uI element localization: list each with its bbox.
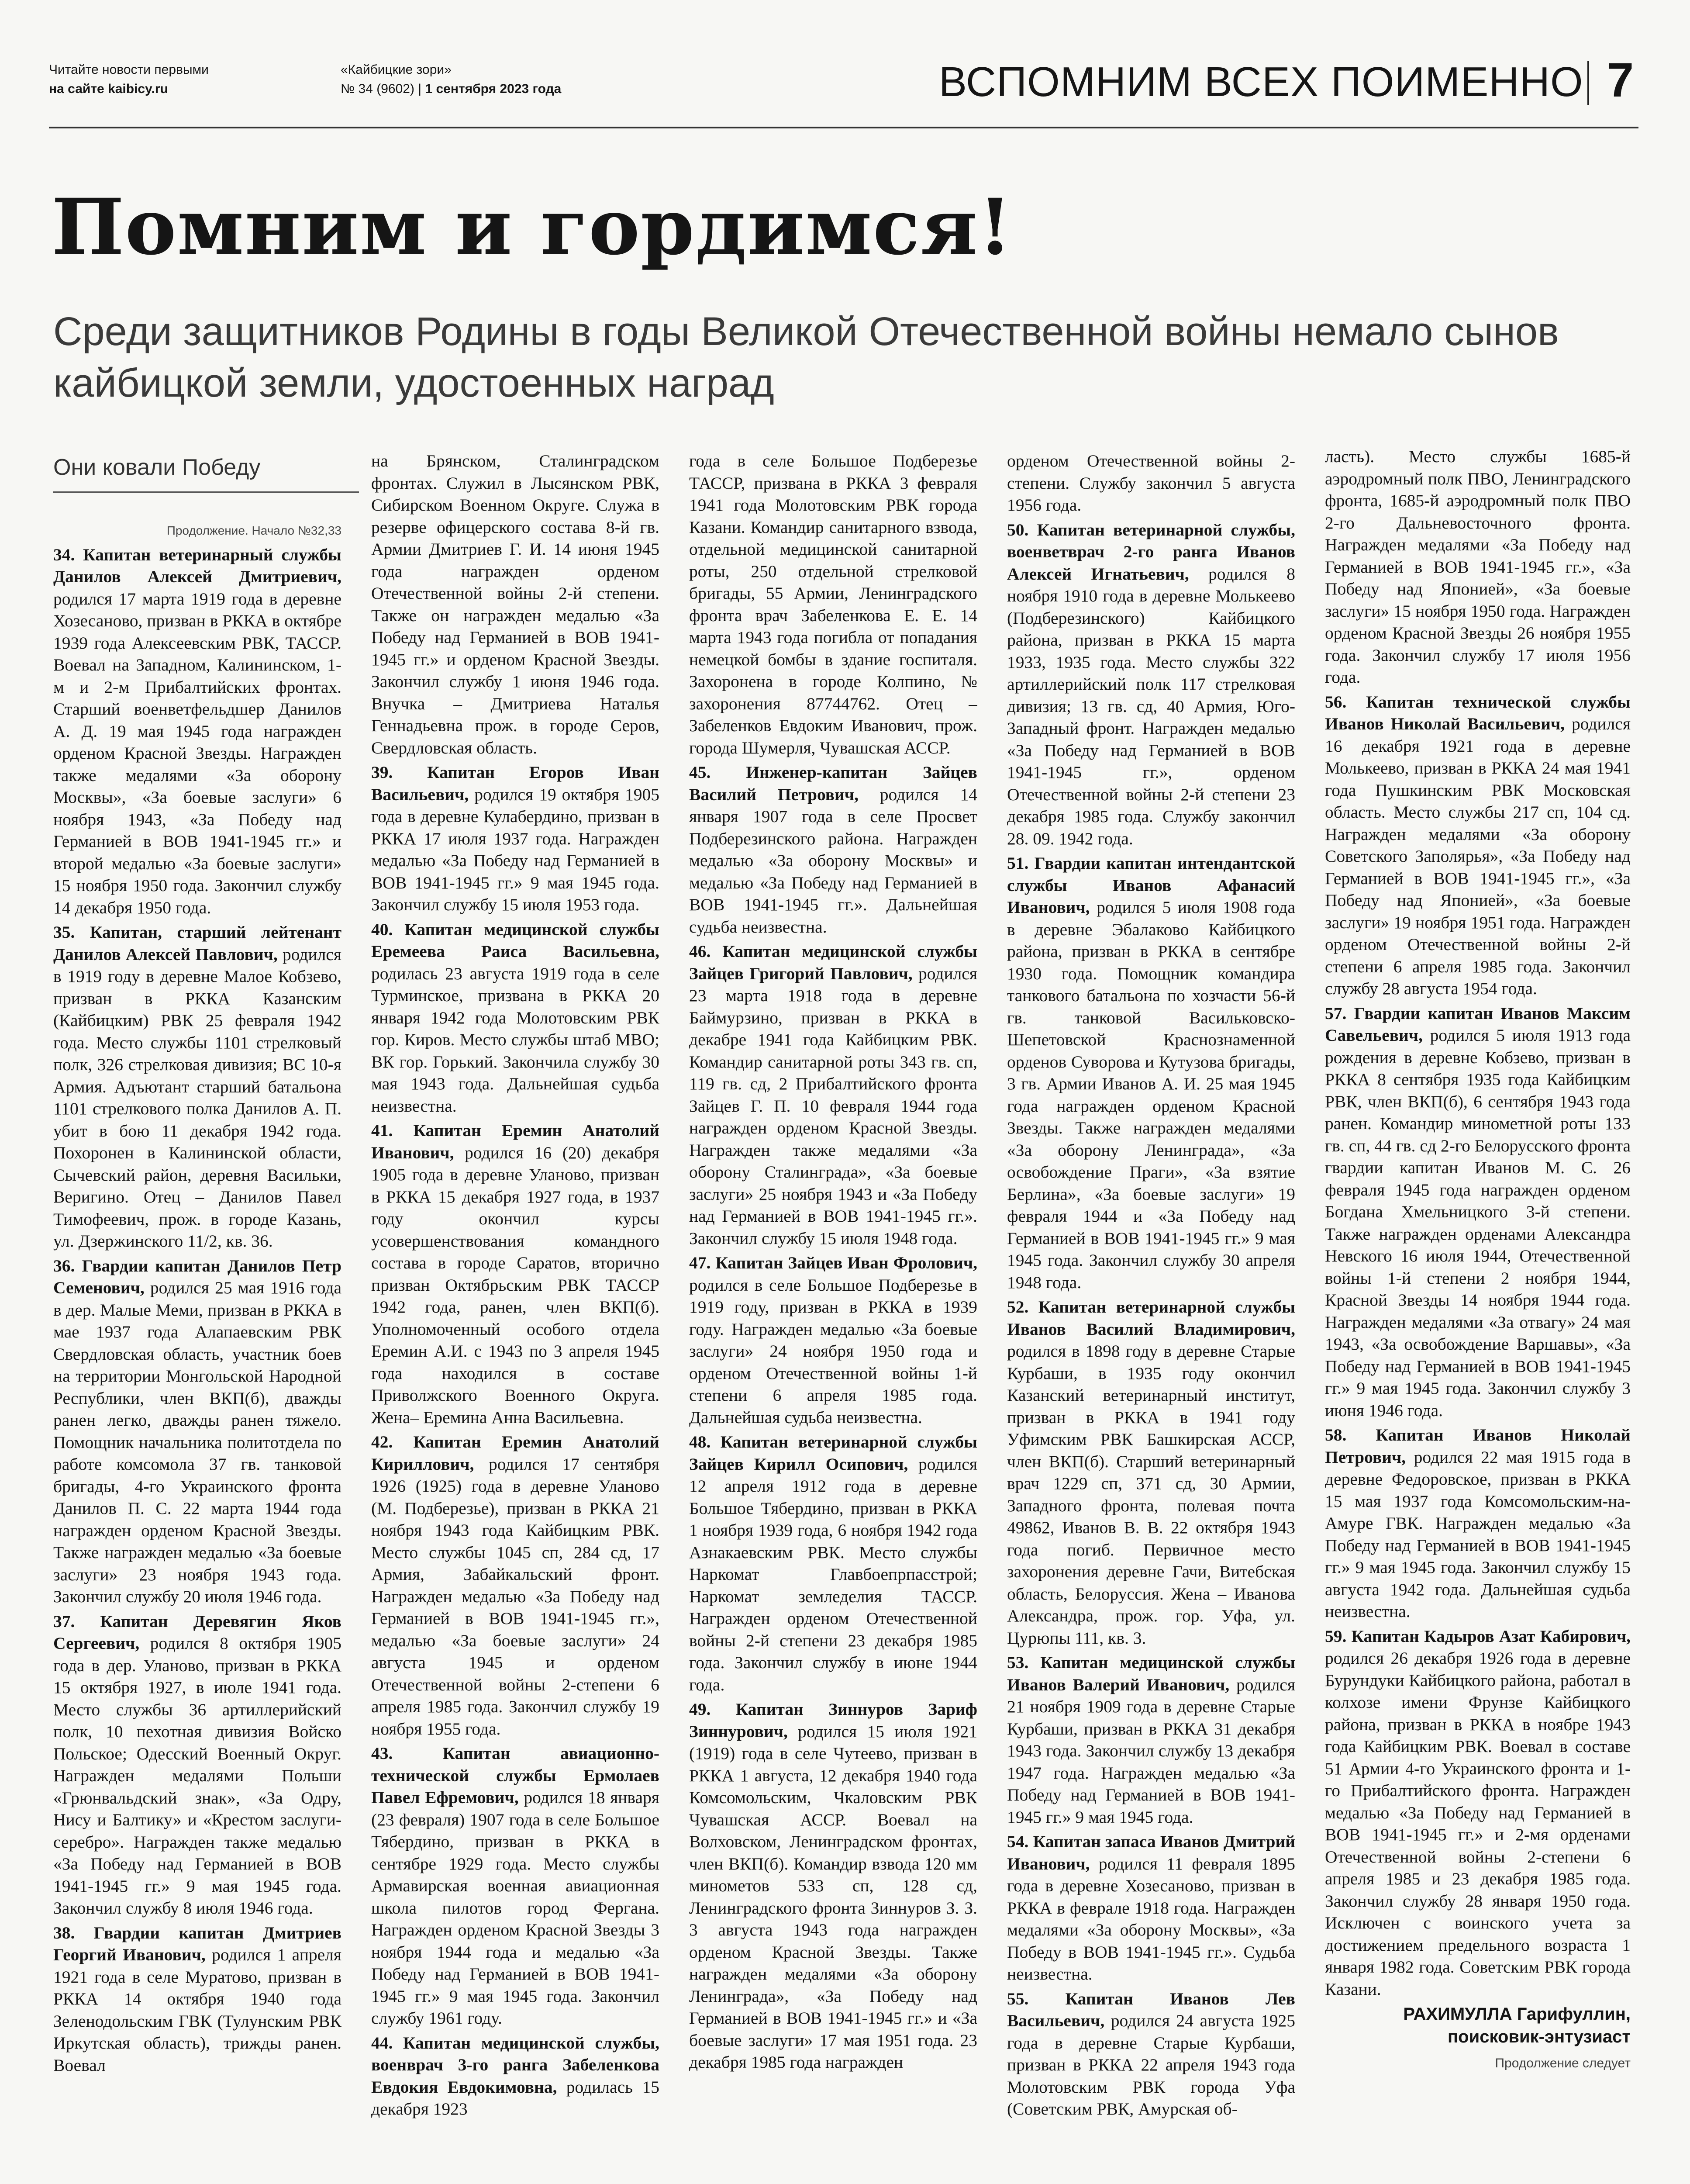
entry-name: 57. Гвардии капитан Иванов Максим Савельевич, [1325,1003,1631,1045]
award-entry [1007,519,1295,850]
promo-site-link[interactable]: на сайте kaibicy.ru [49,82,168,96]
award-entry [689,761,977,938]
article-column-3 [689,450,977,2184]
section-title: ВСПОМНИМ ВСЕХ ПОИМЕННО [939,59,1583,105]
entry-name: 56. Капитан технической службы Иванов Николай Васильевич, [1325,692,1631,733]
entry-text: родился 16 (20) декабря 1905 года в деревне Уланово, призван в РККА 15 декабря 1927 года, в 1937 году окончил курсы усовершенствования командного состава в городе Саратов, вторично призван Октябрьским РВК ТАССР 1942 года, ранен, член ВКП(б). Уполномоченный особого отдела Еремин А.И. с 1943 по 3 апреля 1945 года находился в составе Приволжского Военного Округа. Жена– Еремина Анна Васильевна. [371,1143,659,1427]
award-entry [689,940,977,1249]
issue-date: 1 сентября 2023 года [425,82,562,96]
award-entry [53,1610,341,1919]
entry-name: 34. Капитан ветеринарный службы Данилов Алексей Дмитриевич, [53,545,341,586]
entry-text: родился 16 декабря 1921 года в деревне Молькеево, призван в РККА 24 мая 1941 года Пушкинским РВК Московская область. Место службы 217 сп, 104 сд. Награжден медалями «За оборону Советского Заполярья», «За Победу над Германией в ВОВ 1941-1945 гг.», «За Победу над Японией», «За боевые заслуги» 19 ноября 1951 года. Награжден орденом Отечественной войны 2-й степени 6 апреля 1985 года. Закончил службу 28 августа 1954 года. [1325,714,1631,998]
award-entry [689,450,977,759]
entry-name: 58. Капитан Иванов Николай Петрович, [1325,1425,1631,1467]
entry-name: 54. Капитан запаса Иванов Дмитрий Иванович, [1007,1832,1295,1873]
award-entry [371,761,659,916]
entry-name: 39. Капитан Егоров Иван Васильевич, [371,763,659,804]
entry-name: 44. Капитан медицинской службы, военврач 3-го ранга Забеленкова Евдокия Евдокимовна, [371,2033,659,2097]
continued-note: Продолжение следует [1495,2056,1631,2070]
entry-name: 48. Капитан ветеринарной службы Зайцев Кирилл Осипович, [689,1432,977,1474]
award-entry [689,1698,977,2073]
entry-name: 36. Гвардии капитан Данилов Петр Семенович, [53,1256,341,1297]
entry-text: родился 18 января (23 февраля) 1907 года в селе Большое Тябердино, призван в РККА в сентябре 1929 года. Место службы Армавирская военная авиационная школа пилотов город Фергана. Награжден орденом Красной Звезды 3 ноября 1944 года и медалью «За Победу над Германией в ВОВ 1941-1945 гг.» 9 мая 1945 года. Закончил службу 1961 году. [371,1788,659,2028]
award-entry [689,1431,977,1696]
entry-name: 45. Инженер-капитан Зайцев Василий Петрович, [689,763,977,804]
entry-text: родилась 15 декабря 1923 [371,2077,659,2118]
award-entry [1007,450,1295,516]
entry-text: родился 1 апреля 1921 года в селе Муратово, призван в РККА 14 октября 1940 года Зеленодольским ГВК (Тулунским РВК Иркутская область), трижды ранен. Воевал [53,1945,341,2075]
entry-text: родился 5 июля 1908 года в деревне Эбалаково Кайбицкого района, призван в РККА в сентябре 1930 года. Помощник командира танкового батальона по хозчасти 56-й гв. танковой Васильковско-Шепетовской Краснознаменной орденов Суворова и Кутузова бригады, 3 гв. Армии Иванов А. И. 25 мая 1945 года награжден орденом Красной Звезды. Также награжден медалями «За оборону Ленинграда», «За освобождение Праги», «За взятие Берлина», «За боевые заслуги» 19 февраля 1944 и «За Победу над Германией в ВОВ 1941-1945 гг.» 9 мая 1945 года. Закончил службу 30 апреля 1948 года. [1007,898,1295,1292]
article-column-4 [1007,450,1295,2184]
article-kicker: Они ковали Победу [53,455,261,480]
entry-text: родился 8 ноября 1910 года в деревне Молькеево (Подберезинского) Кайбицкого района, призван в РККА 15 марта 1933, 1935 года. Место службы 322 артиллерийский полк 117 стрелковая дивизия; 13 гв. сд, 40 Армия, Юго-Западный фронт. Награжден медалью «За Победу над Германией в ВОВ 1941-1945 гг.», орденом Отечественной войны 2-й степени 23 декабря 1985 года. Службу закончил 28. 09. 1942 года. [1007,564,1295,848]
award-entry [371,1431,659,1740]
entry-name: 52. Капитан ветеринарной службы Иванов Василий Владимирович, [1007,1297,1295,1339]
column-entries [371,450,659,2120]
entry-text: родился 22 мая 1915 года в деревне Федоровское, призван в РККА 15 мая 1937 года Комсомольским-на- Амуре ГВК. Награжден медалью «За Победу над Германией в ВОВ 1941-1945 гг.» 9 мая 1945 года. Закончил службу 15 августа 1942 года. Дальнейшая судьба неизвестна. [1325,1447,1631,1621]
page-number: 7 [1607,53,1634,107]
article-headline: Помним и гордимся! [52,182,1013,272]
issue-number: № 34 (9602) [341,82,414,96]
award-entry [53,921,341,1252]
column-entries [689,450,977,2073]
entry-text: родился 14 января 1907 года в селе Просвет Подберезинского района. Награжден медалью «За оборону Москвы» и медалью «За Победу над Германией в ВОВ 1941-1945 гг.». Дальнейшая судьба неизвестна. [689,784,977,936]
article-column-2 [371,450,659,2184]
award-entry [53,1255,341,1608]
entry-text: родился 26 декабря 1926 года в деревне Бурундуки Кайбицкого района, работал в колхозе имени Фрунзе Кайбицкого района, призван в РККА в ноябре 1943 года Кайбицким РВК. Воевал в составе 51 Армии 4-го Украинского фронта и 1-го Прибалтийского фронта. Награжден медалью «За Победу над Германией в ВОВ 1941-1945 гг.» и 2-мя орденами Отечественной войны 2-степени 6 апреля 1985 и 23 декабря 1985 года. Закончил службу 28 января 1950 года. Исключен с воинского учета за достижением предельного возраста 1 января 1982 года. Советским РВК города Казани. [1325,1648,1631,1999]
header-rule [49,127,1638,128]
entry-text: родился 12 апреля 1912 года в деревне Большое Тябердино, призван в РККА 1 ноября 1939 года, 6 ноября 1942 года Азнакаевским РВК. Место службы Наркомат Главбоепрпасстрой; Наркомат земледелия ТАССР. Награжден орденом Отечественной войны 2-й степени 23 декабря 1985 года. Закончил службу в июне 1944 года. [689,1454,977,1694]
award-entry [371,919,659,1117]
award-entry [1007,1296,1295,1649]
award-entry [371,450,659,759]
entry-text: родился 17 сентября 1926 (1925) года в деревне Уланово (М. Подберезье), призван в РККА 21 ноября 1943 года Кайбицким РВК. Место службы 1045 сп, 284 сд, 17 Армия, Забайкальский фронт. Награжден медалью «За Победу над Германией в ВОВ 1941-1945 гг.», медалью «За боевые заслуги» 24 августа 1945 и орденом Отечественной войны 2-степени 6 апреля 1985 года. Закончил службу 19 ноября 1955 года. [371,1454,659,1738]
paper-name: «Кайбицкие зори» [341,62,452,77]
promo-line-1: Читайте новости первыми [49,62,209,77]
entry-text: родился 17 марта 1919 года в деревне Хозесаново, призван в РККА в октябре 1939 года Алексеевским РВК, ТАССР. Воевал на Западном, Калининском, 1-м и 2-м Прибалтийских фронтах. Старший военветфельдшер Данилов А. Д. 19 мая 1945 года награжден орденом Красной Звезды. Награжден также медалями «За оборону Москвы», «За боевые заслуги» 6 ноября 1943, «За Победу над Германией в ВОВ 1941-1945 гг.» и второй медалью «За боевые заслуги» 15 ноября 1950 года. Закончил службу 14 декабря 1950 года. [53,589,341,917]
entry-text: родился 5 июля 1913 года рождения в деревне Кобзево, призван в РККА 8 сентября 1935 года Кайбицким РВК, член ВКП(б), 6 сентября 1943 года ранен. Командир минометной роты 133 гв. сп, 44 гв. сд 2-го Белорусского фронта гвардии капитан Иванов М. С. 26 февраля 1945 года награжден орденом Богдана Хмельницкого 3-й степени. Также награжден орденами Александра Невского 16 июля 1944, Отечественной войны 1-й степени 2 ноября 1944, Красной Звезды 14 ноября 1944 года. Награжден медалями «За отвагу» 24 мая 1943, «За освобождение Варшавы», «За Победу над Германией в ВОВ 1941-1945 гг.» 9 мая 1945 года. Закончил службу 3 июня 1946 года. [1325,1026,1631,1420]
entry-name: 51. Гвардии капитан интендантской службы Иванов Афанасий Иванович, [1007,854,1295,917]
entry-name: 41. Капитан Еремин Анатолий Иванович, [371,1121,659,1162]
award-entry [1325,1625,1631,2001]
entry-name: 42. Капитан Еремин Анатолий Кириллович, [371,1432,659,1474]
award-entry [1325,1002,1631,1422]
award-entry [53,1922,341,2077]
entry-name: 37. Капитан Деревягин Яков Сергеевич, [53,1611,341,1653]
award-entry [1007,1831,1295,1985]
entry-text: орденом Отечественной войны 2-степени. Службу закончил 5 августа 1956 года. [1007,451,1295,515]
award-entry [1007,1652,1295,1828]
entry-text: родился 24 августа 1925 года в деревне Старые Курбаши, призван в РККА 22 апреля 1943 года Молотовским РВК города Уфа (Советским РВК, Амурская об- [1007,2011,1295,2118]
entry-text: на Брянском, Сталинградском фронтах. Служил в Лысянском РВК, Сибирском Военном Округе. Служа в резерве офицерского состава 8-й гв. Армии Дмитриев Г. И. 14 июня 1945 года награжден орденом Отечественной войны 2-й степени. Также он награжден медалью «За Победу над Германией в ВОВ 1941-1945 гг.» и орденом Красной Звезды. Закончил службу 1 июня 1946 года. Внучка – Дмитриева Наталья Геннадьевна прож. в городе Серов, Свердловская область. [371,451,659,757]
author-name: РАХИМУЛЛА Гарифуллин, [1403,2004,1631,2024]
entry-name: 40. Капитан медицинской службы Еремеева Раиса Васильевна, [371,919,659,961]
award-entry [371,1742,659,2029]
page-number-divider [1587,61,1589,105]
award-entry [53,544,341,919]
entry-text: родился в 1919 году в деревне Малое Кобзево, призван в РККА Казанским (Кайбицким) РВК 25 февраля 1942 года. Место службы 1101 стрелковый полк, 326 стрелковая дивизия; ВС 10-я Армия. Адъютант старший батальона 1101 стрелкового полка Данилов А. П. убит в бою 11 декабря 1942 года. Похоронен в Калининской области, Сычевский район, деревня Васильки, Веригино. Отец – Данилов Павел Тимофеевич, прож. в городе Казань, ул. Дзержинского 11/2, кв. 36. [53,944,341,1251]
award-entry [1007,1988,1295,2120]
article-column-5 [1325,446,1631,2184]
column-entries [53,544,341,2077]
entry-text: родился 8 октября 1905 года в дер. Уланово, призван в РККА 15 октября 1927, в июле 1941 года. Место службы 36 артиллерийский полк, 10 пехотная дивизия Войско Польское; Одесский Военный Округ. Награжден медалями Польши «Грюнвальдский знак», «За Одру, Нису и Балтику» и «Крестом заслуги-серебро». Награжден также медалью «За Победу над Германией в ВОВ 1941-1945 гг.» 9 мая 1945 года. Закончил службу 8 июля 1946 года. [53,1634,341,1918]
entry-text: ласть). Место службы 1685-й аэродромный полк ПВО, Ленинградского фронта, 1685-й аэродромный полк ПВО 2-го Дальневосточного фронта. Награжден медалями «За Победу над Германией в ВОВ 1941-1945 гг.», «За Победу над Японией», «За боевые заслуги» 15 ноября 1950 года. Награжден орденом Красной Звезды 26 ноября 1955 года. Закончил службу 17 июля 1956 года. [1325,447,1631,687]
issue-line: № 34 (9602) | 1 сентября 2023 года [341,82,562,96]
entry-name: 59. Капитан Кадыров Азат Кабирович, [1325,1626,1631,1646]
entry-name: 35. Капитан, старший лейтенант Данилов Алексей Павлович, [53,923,341,964]
entry-text: родился 23 марта 1918 года в деревне Баймурзино, призван в РККА в декабре 1941 года Кайбицким РВК. Командир санитарной роты 343 гв. сп, 119 гв. сд, 2 Прибалтийского фронта Зайцев Г. П. 10 февраля 1944 года награжден орденом Красной Звезды. Награжден также медалями «За оборону Сталинграда», «За боевые заслуги» 25 ноября 1943 и «За Победу над Германией в ВОВ 1941-1945 гг.». Закончил службу 15 июля 1948 года. [689,964,977,1248]
entry-text: родился 21 ноября 1909 года в деревне Старые Курбаши, призван в РККА 31 декабря 1943 года. Закончил службу 13 декабря 1947 года. Награжден медалью «За Победу над Германией в ВОВ 1941-1945 гг.» 9 мая 1945 года. [1007,1675,1295,1827]
entry-text: года в селе Большое Подберезье ТАССР, призвана в РККА 3 февраля 1941 года Молотовским РВК города Казани. Командир санитарного взвода, отдельной медицинской санитарной роты, 250 отдельной стрелковой бригады, 55 Армии, Ленинградского фронта врач Забеленкова Е. Е. 14 марта 1943 года погибла от попадания немецкой бомбы в здание госпиталя. Захоронена в городе Колпино, № захоронения 87744762. Отец – Забеленков Евдоким Иванович, прож. города Шумерля, Чувашская АССР. [689,451,977,757]
award-entry [689,1252,977,1428]
award-entry [1325,1424,1631,1623]
entry-text: родился 11 февраля 1895 года в деревне Хозесаново, призван в РККА в феврале 1918 года. Награжден медалями «За оборону Москвы», «За Победу в ВОВ 1941-1945 гг.». Судьба неизвестна. [1007,1854,1295,1984]
entry-name: 55. Капитан Иванов Лев Васильевич, [1007,1989,1295,2030]
entry-name: 38. Гвардии капитан Дмитриев Георгий Иванович, [53,1923,341,1964]
article-subheadline: Среди защитников Родины в годы Великой Отечественной войны немало сынов кайбицкой земли, удостоенных наград [53,309,1559,405]
entry-text: родился 25 мая 1916 года в дер. Малые Меми, призван в РККА в мае 1937 года Алапаевским РВК Свердловская область, участник боев на территории Монгольской Народной Республики, член ВКП(б), дважды ранен легко, дважды ранен тяжело. Помощник начальника политотдела по работе комсомола 37 гв. танковой бригады, 4-го Украинского фронта Данилов П. С. 22 марта 1944 года награжден орденом Красной Звезды. Также награжден медалью «За боевые заслуги» 23 ноября 1943 года. Закончил службу 20 июля 1946 года. [53,1278,341,1606]
award-entry [1325,691,1631,1000]
article-column-1 [53,520,341,2184]
entry-name: 50. Капитан ветеринарной службы, военветврач 2-го ранга Иванов Алексей Игнатьевич, [1007,520,1295,584]
entry-text: родился в 1898 году в деревне Старые Курбаши, в 1935 году окончил Казанский ветеринарный институт, призван в РККА в 1941 году Уфимским РВК Башкирская АССР, член ВКП(б). Старший ветеринарный врач 1229 сп, 371 сд, 30 Армии, Западного фронта, полевая почта 49862, Иванов В. В. 22 октября 1943 года погиб. Первичное место захоронения деревне Гачи, Витебская область, Белоруссия. Жена – Иванова Александра, прож. гор. Уфа, ул. Цурюпы 111, кв. 3. [1007,1341,1295,1648]
entry-text: родился 19 октября 1905 года в деревне Кулабердино, призван в РККА 17 июля 1937 года. Награжден медалью «За Победу над Германией в ВОВ 1941-1945 гг.» 9 мая 1945 года. Закончил службу 15 июля 1953 года. [371,784,659,914]
entry-name: 47. Капитан Зайцев Иван Фролович, [689,1253,977,1272]
award-entry [1007,852,1295,1293]
entry-text: родился в селе Большое Подберезье в 1919 году, призван в РККА в 1939 году. Награжден медалью «За боевые заслуги» 24 ноября 1950 года и орденом Отечественной войны 1-й степени 6 апреля 1985 года. Дальнейшая судьба неизвестна. [689,1275,977,1427]
entry-text: родилась 23 августа 1919 года в селе Турминское, призвана в РККА 20 января 1942 года Молотовским РВК гор. Киров. Место службы штаб МВО; ВК гор. Горький. Закончила службу 30 мая 1943 года. Дальнейшая судьба неизвестна. [371,964,659,1116]
column-entries [1007,450,1295,2120]
award-entry [371,2032,659,2120]
column-entries [1325,446,1631,2000]
author-role: поисковик-энтузиаст [1448,2027,1631,2046]
masthead-issue [341,60,561,99]
entry-text: родился 15 июля 1921 (1919) года в селе Чутеево, призван в РККА 1 августа, 12 декабря 1940 года Комсомольским, Чкаловским РВК Чувашская АССР. Воевал на Волховском, Ленинградском фронтах, член ВКП(б). Командир взвода 120 мм минометов 533 сп, 128 сд, Ленинградского фронта Зиннуров З. З. 3 августа 1943 года награжден орденом Красной Звезды. Также награжден медалями «За оборону Ленинграда», «За Победу над Германией в ВОВ 1941-1945 гг.» и «За боевые заслуги» 17 мая 1951 года. 23 декабря 1985 года награжден [689,1721,977,2072]
entry-name: 49. Капитан Зиннуров Зариф Зиннурович, [689,1700,977,1741]
entry-name: 46. Капитан медицинской службы Зайцев Григорий Павлович, [689,942,977,983]
kicker-underline [53,491,359,493]
masthead-promo [49,60,209,99]
entry-name: 53. Капитан медицинской службы Иванов Валерий Иванович, [1007,1653,1295,1694]
continued-from-note: Продолжение. Начало №32,33 [166,524,341,537]
award-entry [1325,446,1631,688]
entry-name: 43. Капитан авиационно-технической службы Ермолаев Павел Ефремович, [371,1744,659,1807]
award-entry [371,1120,659,1428]
